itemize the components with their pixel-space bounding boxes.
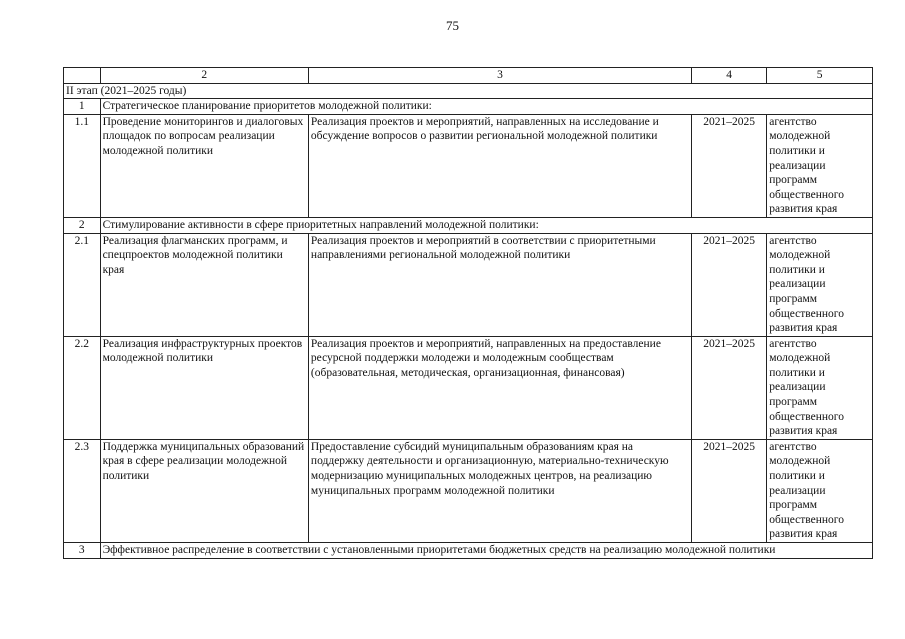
section-number: 3 (64, 543, 101, 559)
item-name: Проведение мониторингов и диалоговых площадок по вопросам реализации молодежной политики (100, 114, 308, 217)
section-row (64, 543, 873, 559)
item-description: Реализация проектов и мероприятий, направленных на предоставление ресурсной поддержки молодежи и молодежным сообществам (образовательная, методическая, организационная, финансовая) (308, 336, 691, 439)
item-description: Предоставление субсидий муниципальным образованиям края на поддержку деятельности и организационную, материально-техническую модернизацию муниципальных молодежных центров, на реализацию муниципальных программ молодежной политики (308, 439, 691, 542)
item-executor: агентство молодежной политики и реализации программ общественного развития края (767, 114, 873, 217)
section-title: Стимулирование активности в сфере приоритетных направлений молодежной политики: (100, 217, 872, 233)
item-executor: агентство молодежной политики и реализации программ общественного развития края (767, 439, 873, 542)
section-number: 2 (64, 217, 101, 233)
header-cell-5: 5 (767, 68, 873, 84)
stage-title: II этап (2021–2025 годы) (64, 83, 873, 99)
table-header-row (64, 68, 873, 84)
stage-row (64, 83, 873, 99)
item-name: Реализация флагманских программ, и спецпроектов молодежной политики края (100, 233, 308, 336)
header-cell-3: 3 (308, 68, 691, 84)
program-table (63, 67, 873, 559)
item-number: 2.1 (64, 233, 101, 336)
item-executor: агентство молодежной политики и реализации программ общественного развития края (767, 233, 873, 336)
section-row (64, 99, 873, 115)
item-period: 2021–2025 (692, 233, 767, 336)
section-title: Эффективное распределение в соответствии с установленными приоритетами бюджетных средств на реализацию молодежной политики (100, 543, 872, 559)
item-period: 2021–2025 (692, 336, 767, 439)
item-description: Реализация проектов и мероприятий в соответствии с приоритетными направлениями региональной молодежной политики (308, 233, 691, 336)
section-number: 1 (64, 99, 101, 115)
item-executor: агентство молодежной политики и реализации программ общественного развития края (767, 336, 873, 439)
item-period: 2021–2025 (692, 439, 767, 542)
table-row (64, 336, 873, 439)
section-title: Стратегическое планирование приоритетов молодежной политики: (100, 99, 872, 115)
header-cell-1 (64, 68, 101, 84)
table-row (64, 439, 873, 542)
item-period: 2021–2025 (692, 114, 767, 217)
section-row (64, 217, 873, 233)
table-row (64, 114, 873, 217)
item-name: Реализация инфраструктурных проектов молодежной политики (100, 336, 308, 439)
item-description: Реализация проектов и мероприятий, направленных на исследование и обсуждение вопросов о развитии региональной молодежной политики (308, 114, 691, 217)
page-number: 75 (446, 18, 459, 33)
table-row (64, 233, 873, 336)
header-cell-2: 2 (100, 68, 308, 84)
item-number: 1.1 (64, 114, 101, 217)
item-number: 2.3 (64, 439, 101, 542)
item-name: Поддержка муниципальных образований края в сфере реализации молодежной политики (100, 439, 308, 542)
item-number: 2.2 (64, 336, 101, 439)
header-cell-4: 4 (692, 68, 767, 84)
